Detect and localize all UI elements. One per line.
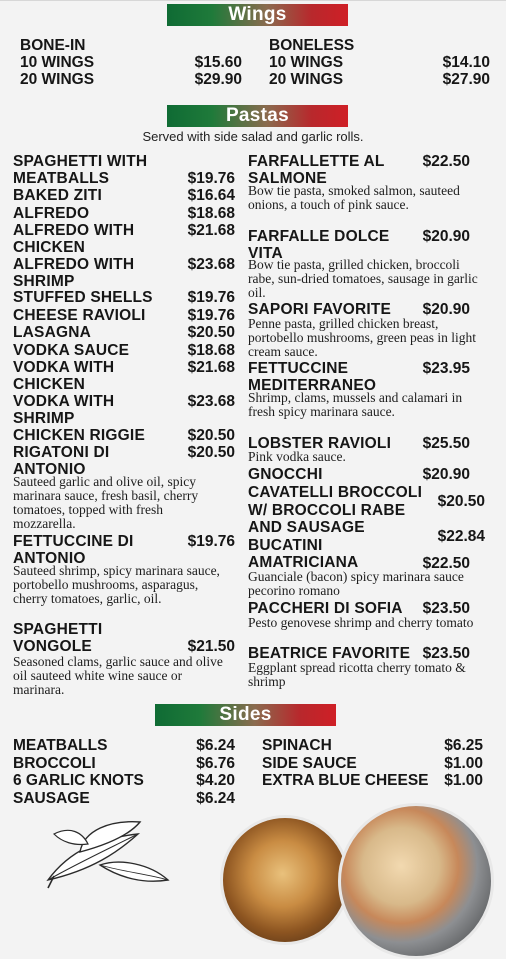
- side-left-name-3: 6 GARLIC KNOTS: [13, 772, 144, 789]
- side-left-price-2: $6.76: [196, 755, 235, 772]
- pasta-left-name-3: ALFREDO: [13, 205, 90, 222]
- pasta-left-price-13: $20.50: [187, 444, 235, 461]
- pasta-left-name-5: ALFREDO WITH SHRIMP: [13, 256, 135, 290]
- pasta-right-price-4: $23.95: [422, 360, 470, 377]
- garlic-knot-photo: [220, 815, 350, 945]
- pasta-right-desc-3: Penne pasta, grilled chicken breast, portobello mushrooms, green peas in light cream sauce.: [248, 316, 476, 359]
- pasta-left-name-1: SPAGHETTI WITH MEATBALLS: [13, 153, 148, 187]
- pasta-right-name-5: LOBSTER RAVIOLI: [248, 435, 392, 452]
- basil-leaf-illustration: [40, 810, 180, 892]
- pasta-right-name-1: FARFALLETTE AL SALMONE: [248, 153, 385, 187]
- pasta-left-name-9: VODKA SAUCE: [13, 342, 130, 359]
- pasta-right-desc-5: Pink vodka sauce.: [248, 449, 346, 464]
- pasta-right-price-7: $20.50 $22.84: [437, 493, 485, 545]
- pasta-right-price-5: $25.50: [422, 435, 470, 452]
- pasta-right-desc-10: Eggplant spread ricotta cherry tomato & shrimp: [248, 660, 466, 689]
- top-divider: [0, 0, 506, 1]
- pasta-left-price-10: $21.68: [187, 359, 235, 376]
- pastas-subtitle: Served with side salad and garlic rolls.: [142, 129, 364, 144]
- pasta-right-price-8: $22.50: [422, 555, 470, 572]
- pasta-left-name-14: FETTUCCINE DI ANTONIO: [13, 533, 134, 567]
- pasta-right-desc-1: Bow tie pasta, smoked salmon, sauteed onions, a touch of pink sauce.: [248, 183, 460, 212]
- pasta-right-desc-9: Pesto genovese shrimp and cherry tomato: [248, 615, 474, 630]
- pasta-right-name-9: PACCHERI DI SOFIA: [248, 600, 403, 617]
- pizza-plate-photo: [338, 803, 494, 959]
- wings-left-price-2: $29.90: [194, 71, 242, 88]
- side-right-name-3: EXTRA BLUE CHEESE: [262, 772, 429, 789]
- pasta-left-desc-15: Seasoned clams, garlic sauce and olive oil sauteed white wine sauce or marinara.: [13, 654, 223, 697]
- pasta-left-name-4: ALFREDO WITH CHICKEN: [13, 222, 135, 256]
- pastas-banner: Pastas: [167, 105, 348, 127]
- pasta-left-price-15: $21.50: [187, 638, 235, 655]
- pasta-left-price-1: $19.76: [187, 170, 235, 187]
- pasta-left-name-10: VODKA WITH CHICKEN: [13, 359, 115, 393]
- side-left-price-4: $6.24: [196, 790, 235, 807]
- pasta-right-name-2: FARFALLE DOLCE VITA: [248, 228, 390, 262]
- pasta-right-desc-8: Guanciale (bacon) spicy marinara sauce pecorino romano: [248, 569, 464, 598]
- pasta-left-price-11: $23.68: [187, 393, 235, 410]
- wings-right-label-1: 10 WINGS: [269, 54, 344, 71]
- wings-left-price-1: $15.60: [194, 54, 242, 71]
- pasta-left-price-14: $19.76: [187, 533, 235, 550]
- pasta-left-name-2: BAKED ZITI: [13, 187, 102, 204]
- boneless-header: BONELESS: [269, 37, 355, 54]
- pasta-left-price-6: $19.76: [187, 289, 235, 306]
- pasta-left-price-12: $20.50: [187, 427, 235, 444]
- pasta-right-name-4: FETTUCCINE MEDITERRANEO: [248, 360, 377, 394]
- pasta-left-name-7: CHEESE RAVIOLI: [13, 307, 146, 324]
- side-right-name-2: SIDE SAUCE: [262, 755, 357, 772]
- pasta-left-price-4: $21.68: [187, 222, 235, 239]
- pasta-left-name-11: VODKA WITH SHRIMP: [13, 393, 115, 427]
- pasta-right-price-9: $23.50: [422, 600, 470, 617]
- pasta-right-desc-2: Bow tie pasta, grilled chicken, broccoli rabe, sun-dried tomatoes, sausage in garlic oil.: [248, 257, 478, 300]
- pasta-left-price-2: $16.64: [187, 187, 235, 204]
- pasta-left-price-5: $23.68: [187, 256, 235, 273]
- pasta-left-name-15: SPAGHETTI VONGOLE: [13, 621, 103, 655]
- wings-right-price-1: $14.10: [442, 54, 490, 71]
- pasta-right-price-2: $20.90: [422, 228, 470, 245]
- pasta-right-price-6: $20.90: [422, 466, 470, 483]
- pasta-left-price-7: $19.76: [187, 307, 235, 324]
- pasta-left-price-9: $18.68: [187, 342, 235, 359]
- wings-right-price-2: $27.90: [442, 71, 490, 88]
- pasta-right-desc-4: Shrimp, clams, mussels and calamari in fresh spicy marinara sauce.: [248, 390, 463, 419]
- side-right-name-1: SPINACH: [262, 737, 332, 754]
- side-left-name-2: BROCCOLI: [13, 755, 96, 772]
- side-left-name-4: SAUSAGE: [13, 790, 90, 807]
- pasta-right-name-6: GNOCCHI: [248, 466, 323, 483]
- wings-right-label-2: 20 WINGS: [269, 71, 344, 88]
- bone-in-header: BONE-IN: [20, 37, 86, 54]
- pasta-right-name-7: CAVATELLI BROCCOLI W/ BROCCOLI RABE AND SAUSAGE: [248, 484, 423, 536]
- pasta-right-price-10: $23.50: [422, 645, 470, 662]
- sides-banner: Sides: [155, 704, 336, 726]
- pasta-left-name-12: CHICKEN RIGGIE: [13, 427, 145, 444]
- side-right-price-2: $1.00: [444, 755, 483, 772]
- pasta-right-name-3: SAPORI FAVORITE: [248, 301, 392, 318]
- side-left-price-3: $4.20: [196, 772, 235, 789]
- pasta-right-name-8: BUCATINI AMATRICIANA: [248, 537, 359, 571]
- pasta-left-name-8: LASAGNA: [13, 324, 92, 341]
- side-left-name-1: MEATBALLS: [13, 737, 108, 754]
- side-right-price-3: $1.00: [444, 772, 483, 789]
- pasta-left-name-13: RIGATONI DI ANTONIO: [13, 444, 110, 478]
- pasta-right-name-10: BEATRICE FAVORITE: [248, 645, 411, 662]
- pasta-left-price-3: $18.68: [187, 205, 235, 222]
- wings-left-label-2: 20 WINGS: [20, 71, 95, 88]
- pasta-left-price-8: $20.50: [187, 324, 235, 341]
- pasta-left-name-6: STUFFED SHELLS: [13, 289, 153, 306]
- side-left-price-1: $6.24: [196, 737, 235, 754]
- side-right-price-1: $6.25: [444, 737, 483, 754]
- wings-left-label-1: 10 WINGS: [20, 54, 95, 71]
- pasta-left-desc-14: Sauteed shrimp, spicy marinara sauce, portobello mushrooms, asparagus, cherry tomatoes, garlic, oil.: [13, 563, 220, 606]
- wings-banner: Wings: [167, 4, 348, 26]
- pasta-right-price-3: $20.90: [422, 301, 470, 318]
- pasta-right-price-1: $22.50: [422, 153, 470, 170]
- pasta-left-desc-13: Sauteed garlic and olive oil, spicy marinara sauce, fresh basil, cherry tomatoes, topped with fresh mozzarella.: [13, 474, 199, 531]
